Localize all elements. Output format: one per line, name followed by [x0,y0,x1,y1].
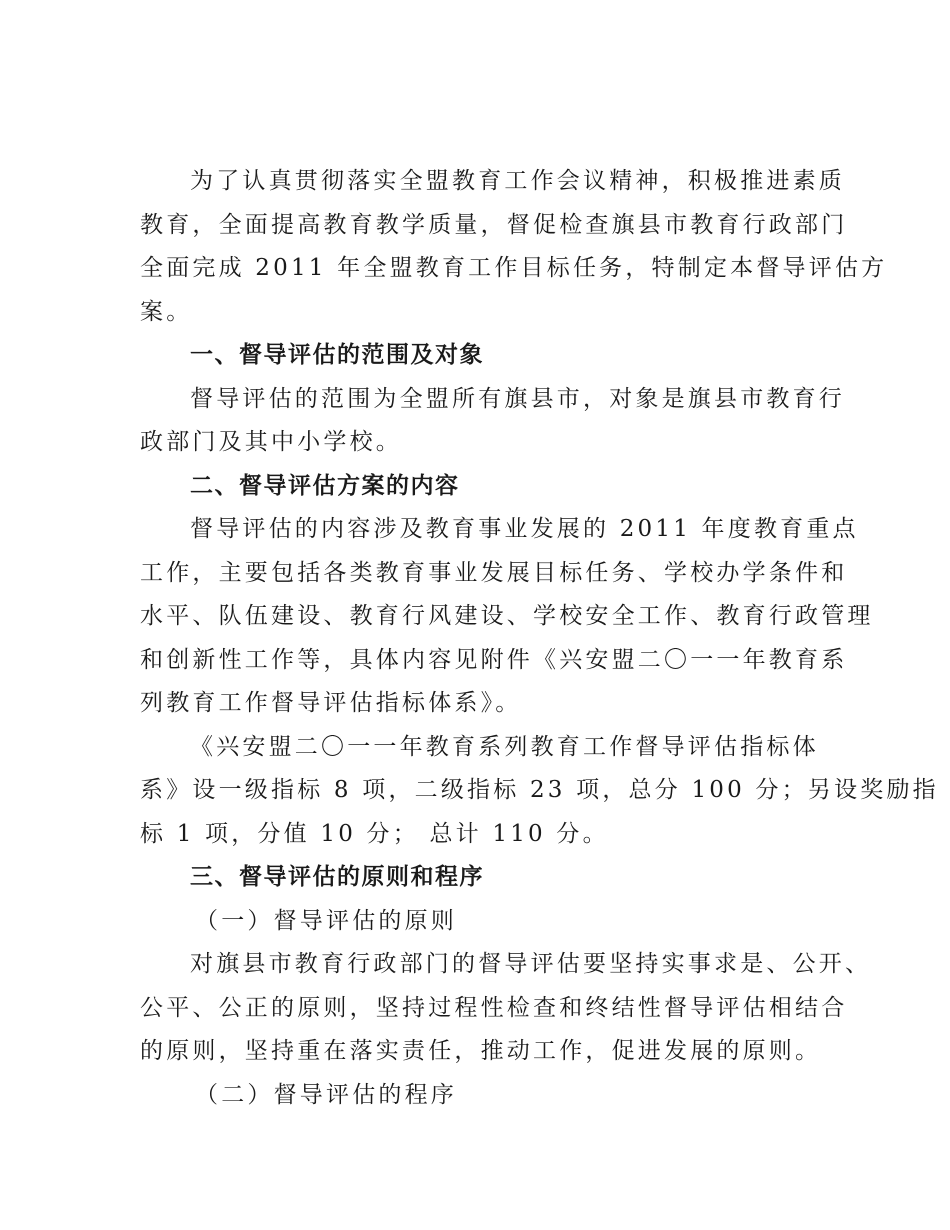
section-heading-content: 二、督导评估方案的内容 [190,472,460,499]
text-line: 列教育工作督导评估指标体系》。 [140,690,522,716]
text-line: 和创新性工作等，具体内容见附件《兴安盟二〇一一年教育系 [140,646,848,673]
section-heading-scope: 一、督导评估的范围及对象 [190,342,484,368]
text-line: 督导评估的内容涉及教育事业发展的 2011 年度教育重点 [190,516,859,542]
scope-paragraph [140,378,845,465]
text-line: 标 1 项，分值 10 分； 总计 110 分。 [140,820,609,847]
principles-paragraph [140,943,872,1074]
subsection-heading-principles: （一）督导评估的原则 [195,907,457,934]
section-heading-principles: 三、督导评估的原则和程序 [190,864,484,890]
text-line: 工作，主要包括各类教育事业发展目标任务、学校办学条件和 [140,559,848,586]
text-line: 全面完成 2011 年全盟教育工作目标任务，特制定本督导评估方 [140,255,888,281]
text-line: 的原则，坚持重在落实责任，推动工作，促进发展的原则。 [140,1038,822,1064]
text-line: 督导评估的范围为全盟所有旗县市，对象是旗县市教育行 [190,385,845,412]
text-line: 教育，全面提高教育教学质量，督促检查旗县市教育行政部门 [140,211,848,238]
text-line: 《兴安盟二〇一一年教育系列教育工作督导评估指标体 [190,733,819,760]
text-line: 水平、队伍建设、教育行风建设、学校安全工作、教育行政管理 [140,603,874,629]
text-line: 案。 [140,298,193,325]
text-line: 为了认真贯彻落实全盟教育工作会议精神，积极推进素质 [190,168,845,194]
text-line: 系》设一级指标 8 项，二级指标 23 项，总分 100 分；另设奖励指 [140,777,939,803]
text-line: 政部门及其中小学校。 [140,429,402,455]
intro-paragraph [140,160,888,334]
text-line: 公平、公正的原则，坚持过程性检查和终结性督导评估相结合 [140,994,848,1021]
document-body [140,160,939,1117]
indicator-paragraph [140,726,939,857]
content-paragraph [140,508,874,726]
text-line: 对旗县市教育行政部门的督导评估要坚持实事求是、公开、 [190,951,872,977]
subsection-heading-procedure: （二）督导评估的程序 [195,1081,457,1108]
